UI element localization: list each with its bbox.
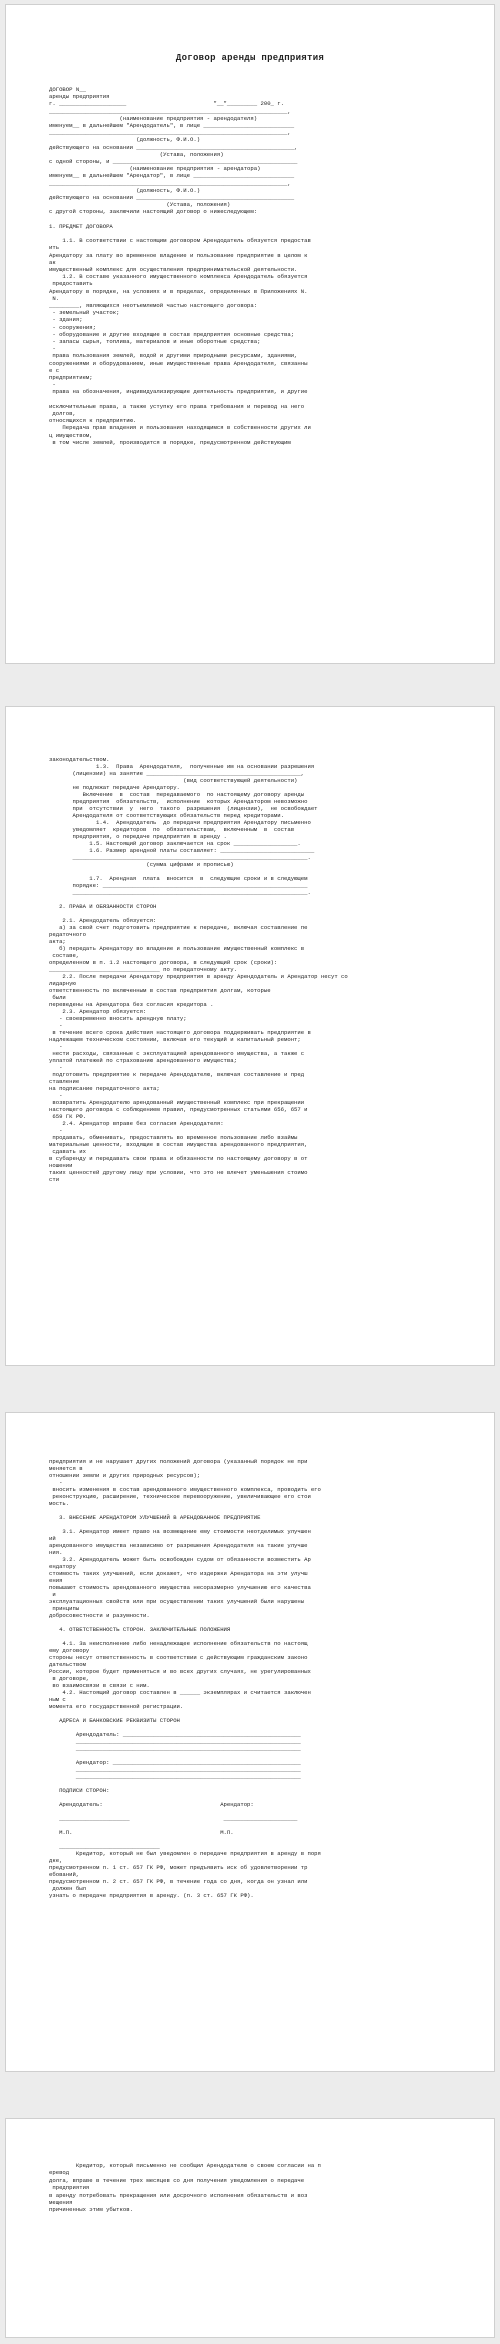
document-line: Кредитор, который не был уведомлен о передаче предприятия в аренду в поря [49,1850,321,1857]
document-line: 2.1. Арендодатель обязуется: [49,917,157,924]
document-line: настоящего договора с соблюдением правил, предусмотренных статьями 656, 657 и [49,1106,308,1113]
document-line: _________, являющихся неотъемлемой частью настоящего договора: [49,302,258,309]
document-line: добросовестности и разумности. [49,1612,150,1619]
document-line: N. [49,294,60,302]
document-line: - [49,1127,63,1134]
document-line: - своевременно вносить арендную плату; [49,1015,187,1022]
document-line: Арендодатель: Арендатор: [49,1801,254,1808]
document-line: ак [49,258,56,266]
document-line: не подлежат передаче Арендатору. [49,784,180,791]
document-line: предприятием; [49,374,93,381]
document-line: ношении [49,1162,73,1169]
document-line: ц имуществом, [49,431,93,439]
document-line: сдавать их [49,1148,86,1155]
document-line: - [49,1092,63,1099]
document-line: АДРЕСА И БАНКОВСКИЕ РЕКВИЗИТЫ СТОРОН [49,1717,180,1724]
document-line: 2.4. Арендатор вправе без согласия Арендодателя: [49,1120,224,1127]
document-line: на подписание передаточного акта; [49,1085,160,1092]
document-line: материальные ценности, входящие в состав имущества арендованного предприятия, [49,1141,308,1148]
document-line: меняется в [49,1465,83,1472]
document-line: 1.7. Арендная плата вносится в следующие сроки и в следующем [49,875,308,882]
document-line: действующего на основании _______________________________________________, [49,143,298,151]
document-line: ения [49,1577,63,1584]
document-line: предприятия и не нарушает других положений договора (указанный порядок не при [49,1458,308,1465]
document-line: законодательством. [49,756,110,763]
document-line: предоставить [49,280,93,288]
document-line: лидарную [49,980,76,987]
document-line: именуем__ в дальнейшем "Арендодатель", в лице ___________________________ [49,122,295,129]
document-line: момента его государственной регистрации. [49,1703,184,1710]
document-line: 3.1. Арендатор имеет право на возмещение ему стоимости неотделимых улучшен [49,1528,311,1535]
document-line: ___________________________________________________________________ [49,1766,301,1773]
document-page-4 [5,2118,495,2338]
document-line: (наименование предприятия - арендатора) [49,165,261,173]
document-line: во взаимосвязи в связи с ним. [49,1682,150,1689]
document-line: ___________________________________________________________________ [49,1738,301,1745]
document-line: - [49,381,56,389]
document-line: (Устава, положения) [49,201,231,209]
document-line: Арендодатель: _____________________________________________________ [49,1731,301,1738]
document-line: г. ____________________ "__"_________ 200_ г. [49,100,284,108]
document-line: отношении земли и других природных ресурсов); [49,1472,201,1479]
document-line: 3.2. Арендодатель может быть освобожден судом от обязанности возместить Ар [49,1556,311,1563]
document-line: ______________________________ [49,1843,160,1850]
document-line: подготовить предприятие к передаче Арендодателю, включая составление и пред [49,1071,305,1078]
document-line: ендатору [49,1563,76,1570]
document-line: узнать о передаче предприятия в аренду. (п. 3 ст. 657 ГК РФ). [49,1892,254,1899]
document-line: _________________________________ по передаточному акту. [49,966,237,973]
document-line: долгов, [49,410,76,417]
document-line: уплатой платежей по страхованию арендованного имущества; [49,1057,237,1064]
document-line: ебований, [49,1871,80,1878]
document-line: 1.1. В соответствии с настоящим договором Арендодатель обязуется предостав [49,237,311,245]
document-line: права пользования землей, водой и другими природными ресурсами, зданиями, [49,352,298,360]
document-line: предприятия [49,2184,90,2192]
document-line: 4. ОТВЕТСТВЕННОСТЬ СТОРОН. ЗАКЛЮЧИТЕЛЬНЫЕ ПОЛОЖЕНИЯ [49,1626,231,1633]
document-line: стоимость таких улучшений, если докажет, что издержки Арендатора на эти улучш [49,1570,308,1577]
document-line: ПОДПИСИ СТОРОН: [49,1787,110,1794]
document-line: редаточного [49,931,86,938]
document-line: 2.3. Арендатор обязуется: [49,1008,147,1015]
document-line: предусмотренном п. 2 ст. 657 ГК РФ, в течение года со дня, когда он узнал или [49,1878,308,1885]
document-page-2 [5,706,495,1366]
document-line: предусмотренном п. 1 ст. 657 ГК РФ, может предъявить иск об удовлетворении тр [49,1864,308,1871]
document-line: - [49,345,56,353]
document-line: именуем__ в дальнейшем "Арендатор", в лице ______________________________ [49,172,295,180]
document-line: 1.3. Права Арендодателя, полученные им на основании разрешения [49,763,315,770]
document-line: 1.6. Размер арендной платы составляет: ____________________________ [49,847,315,854]
document-line: - [49,1043,63,1050]
document-line: - [49,1022,63,1029]
document-line: ить [49,244,60,252]
document-line: ______________________________________________________________________. [49,889,311,896]
document-line: дательством [49,1661,86,1668]
document-line: ий [49,1535,56,1542]
document-line: ставление [49,1078,80,1085]
document-line: порядке: _____________________________________________________________ [49,882,308,889]
document-line: 1.4. Арендодатель до передачи предприятия Арендатору письменно [49,819,311,826]
document-line: определенном в п. 1.2 настоящего договора, в следующий срок (сроки): [49,959,278,966]
document-line: (вид соответствующей деятельности) [49,777,298,784]
document-line: стороны несут ответственность в соответствии с действующим гражданским законо [49,1654,308,1661]
document-line: надлежащем техническом состоянии, включая его текущий и капитальный ремонт; [49,1036,301,1043]
document-line: 1.5. Настоящий договор заключается на срок ___________________. [49,840,301,847]
document-line: Арендатору в порядке, на условиях и в пределах, определенных в Приложениях N. [49,287,308,295]
document-line: продавать, обменивать, предоставлять во временное пользование либо взаймы [49,1134,298,1141]
document-line: 1. ПРЕДМЕТ ДОГОВОРА [49,222,113,230]
document-line: сооружениями и оборудованием, иные имущественные права Арендодателя, связанны [49,359,308,367]
document-line: 659 ГК РФ. [49,1113,86,1120]
document-line: долга, вправе в течение трех месяцев со дня получения уведомления о передаче [49,2176,305,2184]
document-line: нести расходы, связанные с эксплуатацией арендованного имущества, а также с [49,1050,305,1057]
document-line: вносить изменения в состав арендованного имущественного комплекса, проводить его [49,1486,321,1493]
document-line: - оборудование и другие входящие в состав предприятия основные средства; [49,330,295,338]
document-line: при отсутствии у него такого разрешения (лицензии), не освобождает [49,805,318,812]
document-line: были [49,994,66,1001]
document-line: дке, [49,1857,63,1864]
document-line: эксплуатационных свойств или при осуществлении таких улучшений были нарушены [49,1598,305,1605]
document-line: России, которое будет применяться и во всех других случаях, не урегулированных [49,1668,311,1675]
document-line: с другой стороны, заключили настоящий договор о нижеследующем: [49,208,258,216]
document-line: действующего на основании _______________________________________________ [49,194,295,201]
document-line: в договоре, [49,1675,90,1682]
document-line: относящихся к предприятию. [49,417,137,425]
document-line: в субаренду и передавать свои права и обязанности по настоящему договору в от [49,1155,308,1162]
document-line: и [49,1591,56,1598]
document-line: - [49,1064,63,1071]
document-line: должен был [49,1885,86,1892]
document-line: имущественный комплекс для осуществления предпринимательской деятельности. [49,266,298,273]
document-line: сти [49,1176,60,1183]
document-line: предприятия обязательств, исполнение которых Арендатором невозможно [49,798,308,805]
document-line: в том числе землей, производится в порядке, предусмотренном действующим [49,438,291,446]
document-line: Арендатор: ________________________________________________________ [49,1759,301,1766]
document-line: Арендодателя от соответствующих обязательств перед кредиторами. [49,812,284,819]
document-line: составе, [49,952,80,959]
document-line: ___________________________________________________________________ [49,1745,301,1752]
document-line: ным с [49,1696,66,1703]
document-line: Арендатору за плату во временное владение и пользование предприятие в целом к [49,251,308,259]
document-line: ДОГОВОР N__ [49,86,86,93]
document-line: ния. [49,1549,63,1556]
document-line: мещения [49,2199,73,2206]
document-line: мость. [49,1500,70,1507]
document-line: принципы [49,1605,80,1612]
document-line: с одной стороны, и _______________________________________________________ [49,158,298,165]
document-line: - здания; [49,316,83,324]
document-line: - запасы сырья, топлива, материалов и иные оборотные средства; [49,338,261,345]
document-line: 2. ПРАВА И ОБЯЗАННОСТИ СТОРОН [49,903,157,910]
document-line: уведомляет кредиторов по обязательствам, включенным в состав [49,826,295,833]
document-line: е с [49,366,60,374]
document-title: Договор аренды предприятия [175,53,325,63]
document-line: (лицензии) на занятие ______________________________________________, [49,770,305,777]
document-line: ______________________________________________________________________. [49,854,311,861]
document-line: предприятия, о передаче предприятия в аренду . [49,833,227,840]
document-line: (должность, Ф.И.О.) [49,136,201,144]
document-line: М.П. М.П. [49,1829,234,1836]
document-line: 4.2. Настоящий договор составлен в ______ экземплярах и считается заключен [49,1689,311,1696]
document-line: права на обозначения, индивидуализирующие деятельность предприятия, и другие [49,388,308,396]
document-line: _______________________________________________________________________, [49,129,291,137]
document-line: ответственность по включенным в состав предприятия долгам, которые [49,987,271,994]
document-line: 3. ВНЕСЕНИЕ АРЕНДАТОРОМ УЛУЧШЕНИЙ В АРЕНДОВАННОЕ ПРЕДПРИЯТИЕ [49,1514,261,1521]
document-line: реконструкцию, расширение, техническое перевооружение, увеличивающее его стои [49,1493,311,1500]
document-line: Включение в состав передаваемого по настоящему договору аренды [49,791,305,798]
document-page-3 [5,1412,495,2072]
document-line: акта; [49,938,66,945]
document-line: исключительные права, а также уступку его права требования и перевод на него [49,402,305,410]
document-line: Передача прав владения и пользования находящимся в собственности других ли [49,424,311,432]
document-line: _____________________ ______________________ [49,1815,298,1822]
document-line: (Устава, положения) [49,150,224,158]
document-line: арендованного имущества независимо от разрешения Арендодателя на такие улучше [49,1542,308,1549]
document-line: - [49,1479,63,1486]
document-line: 4.1. За неисполнение либо ненадлежащее исполнение обязательств по настоящ [49,1640,308,1647]
document-line: аренды предприятия [49,93,110,101]
document-line: таких ценностей другому лицу при условии, что это не влечет уменьшения стоимо [49,1169,308,1176]
document-line: 1.2. В составе указанного имущественного комплекса Арендодатель обязуется [49,273,308,281]
document-page-1 [5,4,495,664]
document-line: а) за свой счет подготовить предприятие к передаче, включая составление пе [49,924,308,931]
document-line: (наименование предприятия - арендодателя) [49,114,258,122]
document-line: в течение всего срока действия настоящего договора поддерживать предприятие в [49,1029,311,1036]
document-line: 2.2. После передачи Арендатору предприятия в аренду Арендодатель и Арендатор несут со [49,973,348,980]
document-line: ___________________________________________________________________ [49,1773,301,1780]
document-line: возвратить Арендодателю арендованный имущественный комплекс при прекращении [49,1099,305,1106]
document-line: переведены на Арендатора без согласия кредитора . [49,1001,214,1008]
document-line: (должность, Ф.И.О.) [49,186,201,194]
document-line: в аренду потребовать прекращения или досрочного исполнения обязательств и воз [49,2191,308,2199]
document-line: ему договору [49,1647,90,1654]
document-line: б) передать Арендатору во владение и пользование имущественный комплекс в [49,945,305,952]
document-line: - земельный участок; [49,309,120,317]
document-line: еревод [49,2169,70,2177]
document-line: (сумма цифрами и прописью) [49,861,234,868]
document-line: _______________________________________________________________________, [49,179,291,187]
document-line: повышают стоимость арендованного имущества несоразмерно улучшению его качества [49,1584,311,1591]
document-line: Кредитор, который письменно не сообщил Арендодателю о своем согласии на п [49,2162,321,2169]
document-line: - сооружения; [49,323,96,331]
document-line: причиненных этим убытков. [49,2206,133,2214]
document-line: _______________________________________________________________________, [49,107,291,115]
